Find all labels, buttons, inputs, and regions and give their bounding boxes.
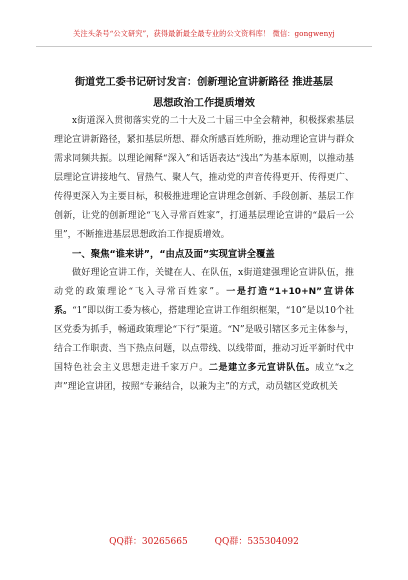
- title-line-1: 街道党工委书记研讨发言：创新理论宣讲新路径 推进基层: [74, 77, 334, 88]
- section-1-point-1: 一是打造“1+10+N”宣讲体系。: [54, 287, 355, 316]
- title-line-2: 思想政治工作提质增效: [153, 98, 255, 109]
- section-1-heading: 一、聚焦“谁来讲”，“由点及面”实现宣讲全覆盖: [72, 249, 275, 260]
- section-1-text-e: 成立“x之声”理论宣讲团，按照“专兼结合，以兼为主”的方式，动员辖区党政机关: [54, 363, 354, 392]
- section-1-text-c: “1”即以街工委为核心，搭建理论宣讲工作组织框架，“10”是以10个社区党委为抓手，畅通政策理论“下行”渠道。“N”是吸引辖区多元主体参与，结合工作职责、当下热点问题，以点带线、以线带面，推动习近平新时代中国特色社会主义思想走进千家万户。: [54, 306, 354, 373]
- header-divider: [36, 46, 372, 47]
- document-title: [40, 72, 368, 114]
- document-body: [54, 112, 354, 397]
- section-1-text-a: 做好理论宣讲工作，关键在人、在队伍，x街道建强理论宣讲队伍，推动党的政策理论“飞入寻常百姓家”。: [54, 268, 354, 297]
- section-1-paragraph: [54, 264, 354, 397]
- section-1-point-2: 二是建立多元宣讲队伍。: [208, 363, 316, 373]
- header-promo-note: 关注头条号“公文研究”，获得最新最全最专业的公文资料库！ 微信：gongwenyj: [73, 29, 335, 38]
- intro-paragraph: x街道深入贯彻落实党的二十大及二十届三中全会精神，积极探索基层理论宣讲新路径，紧扣基层所想、群众所感百姓所盼，推动理论宣讲与群众需求同频共振。以理论阐释“深入”和话语表达“浅出”为基本原则，以推动基层理论宣讲接地气、冒热气、聚人气，推动党的声音传得更开、传得更广、传得更深入为主要目标，积极推进理论宣讲理念创新、手段创新、基层工作创新，让党的创新理论“飞入寻常百姓家”，打通基层理论宣讲的“最后一公里”，不断推进基层思想政治工作提质增效。: [54, 116, 354, 240]
- footer-qq-2: QQ群：535304092: [214, 537, 299, 547]
- footer-qq-1: QQ群：30265665: [109, 537, 188, 547]
- footer-contact: [0, 534, 408, 547]
